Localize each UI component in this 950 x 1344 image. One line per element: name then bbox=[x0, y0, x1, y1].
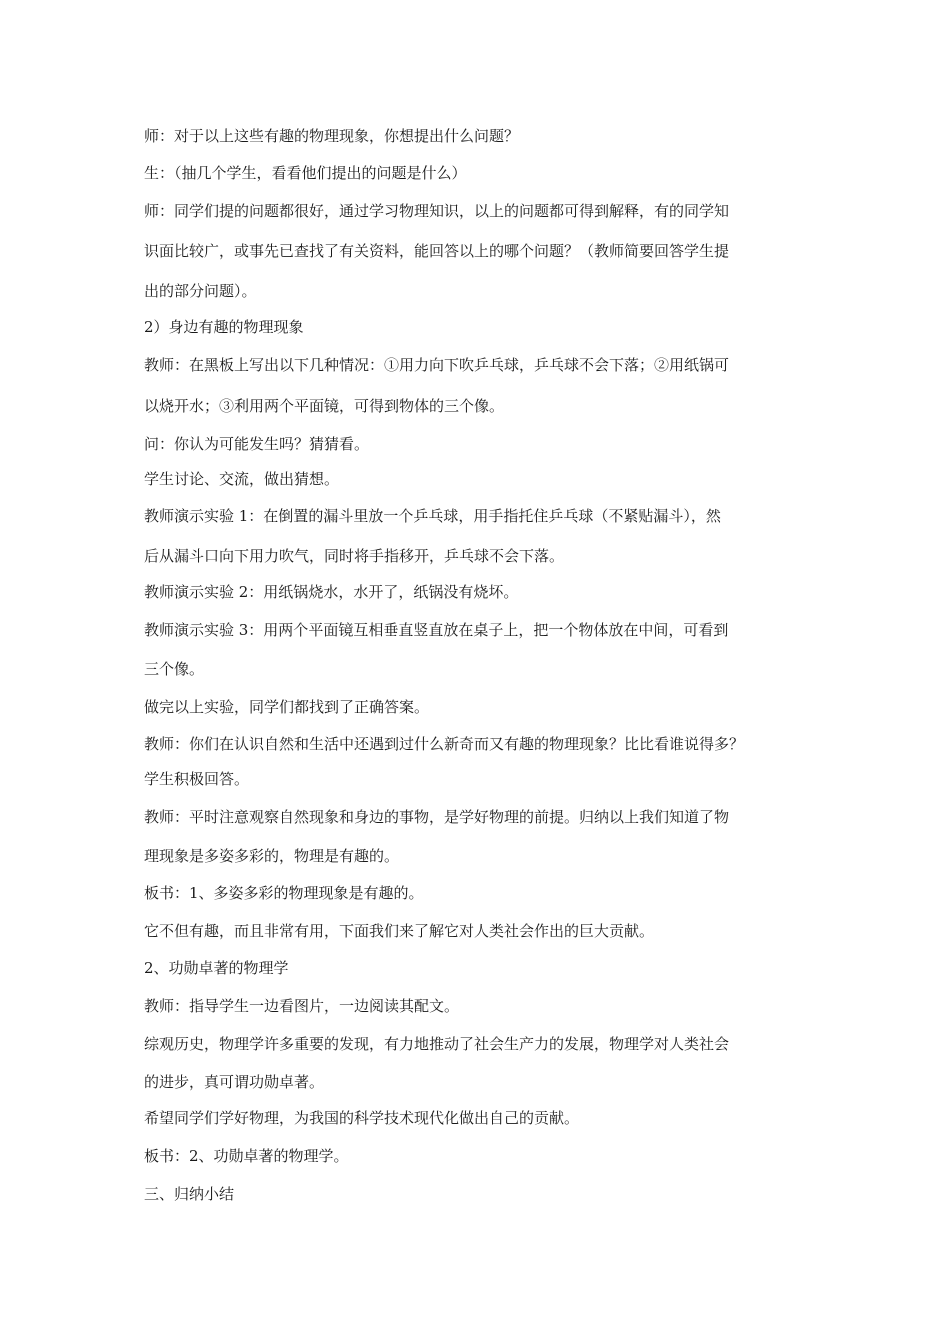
paragraph-line: 三个像。 bbox=[144, 660, 205, 678]
paragraph-line: 教师演示实验 3：用两个平面镜互相垂直竖直放在桌子上，把一个物体放在中间，可看到 bbox=[144, 621, 729, 639]
paragraph-line: 板书：2、功勋卓著的物理学。 bbox=[144, 1147, 349, 1165]
paragraph-line: 希望同学们学好物理，为我国的科学技术现代化做出自己的贡献。 bbox=[144, 1109, 580, 1127]
paragraph-line: 以烧开水；③利用两个平面镜，可得到物体的三个像。 bbox=[144, 397, 505, 415]
paragraph-line: 出的部分问题）。 bbox=[144, 282, 257, 300]
section-heading: 2）身边有趣的物理现象 bbox=[144, 318, 304, 336]
paragraph-line: 做完以上实验，同学们都找到了正确答案。 bbox=[144, 698, 430, 716]
paragraph-line: 教师演示实验 1：在倒置的漏斗里放一个乒乓球，用手指托住乒乓球（不紧贴漏斗），然 bbox=[144, 507, 721, 525]
paragraph-line: 板书：1、多姿多彩的物理现象是有趣的。 bbox=[144, 884, 424, 902]
paragraph-line: 教师演示实验 2：用纸锅烧水，水开了，纸锅没有烧坏。 bbox=[144, 583, 519, 601]
paragraph-line: 的进步，真可谓功勋卓著。 bbox=[144, 1073, 325, 1091]
paragraph-line: 综观历史，物理学许多重要的发现，有力地推动了社会生产力的发展，物理学对人类社会 bbox=[144, 1035, 730, 1053]
paragraph-line: 识面比较广，或事先已查找了有关资料，能回答以上的哪个问题？（教师简要回答学生提 bbox=[144, 242, 730, 260]
paragraph-line: 教师：平时注意观察自然现象和身边的事物，是学好物理的前提。归纳以上我们知道了物 bbox=[144, 808, 730, 826]
section-heading: 三、归纳小结 bbox=[144, 1185, 235, 1203]
section-heading: 2、功勋卓著的物理学 bbox=[144, 959, 289, 977]
paragraph-line: 师：同学们提的问题都很好，通过学习物理知识，以上的问题都可得到解释，有的同学知 bbox=[144, 202, 730, 220]
paragraph-line: 理现象是多姿多彩的，物理是有趣的。 bbox=[144, 847, 400, 865]
paragraph-line: 师：对于以上这些有趣的物理现象，你想提出什么问题？ bbox=[144, 127, 520, 145]
paragraph-line: 问：你认为可能发生吗？猜猜看。 bbox=[144, 435, 370, 453]
paragraph-line: 后从漏斗口向下用力吹气，同时将手指移开，乒乓球不会下落。 bbox=[144, 547, 565, 565]
paragraph-line: 教师：在黑板上写出以下几种情况：①用力向下吹乒乓球，乒乓球不会下落；②用纸锅可 bbox=[144, 356, 730, 374]
paragraph-line: 教师：你们在认识自然和生活中还遇到过什么新奇而又有趣的物理现象？比比看谁说得多？ bbox=[144, 735, 745, 753]
paragraph-line: 教师：指导学生一边看图片，一边阅读其配文。 bbox=[144, 997, 460, 1015]
paragraph-line: 生：（抽几个学生，看看他们提出的问题是什么） bbox=[144, 164, 467, 182]
paragraph-line: 学生积极回答。 bbox=[144, 770, 250, 788]
paragraph-line: 学生讨论、交流，做出猜想。 bbox=[144, 470, 340, 488]
paragraph-line: 它不但有趣，而且非常有用，下面我们来了解它对人类社会作出的巨大贡献。 bbox=[144, 922, 655, 940]
